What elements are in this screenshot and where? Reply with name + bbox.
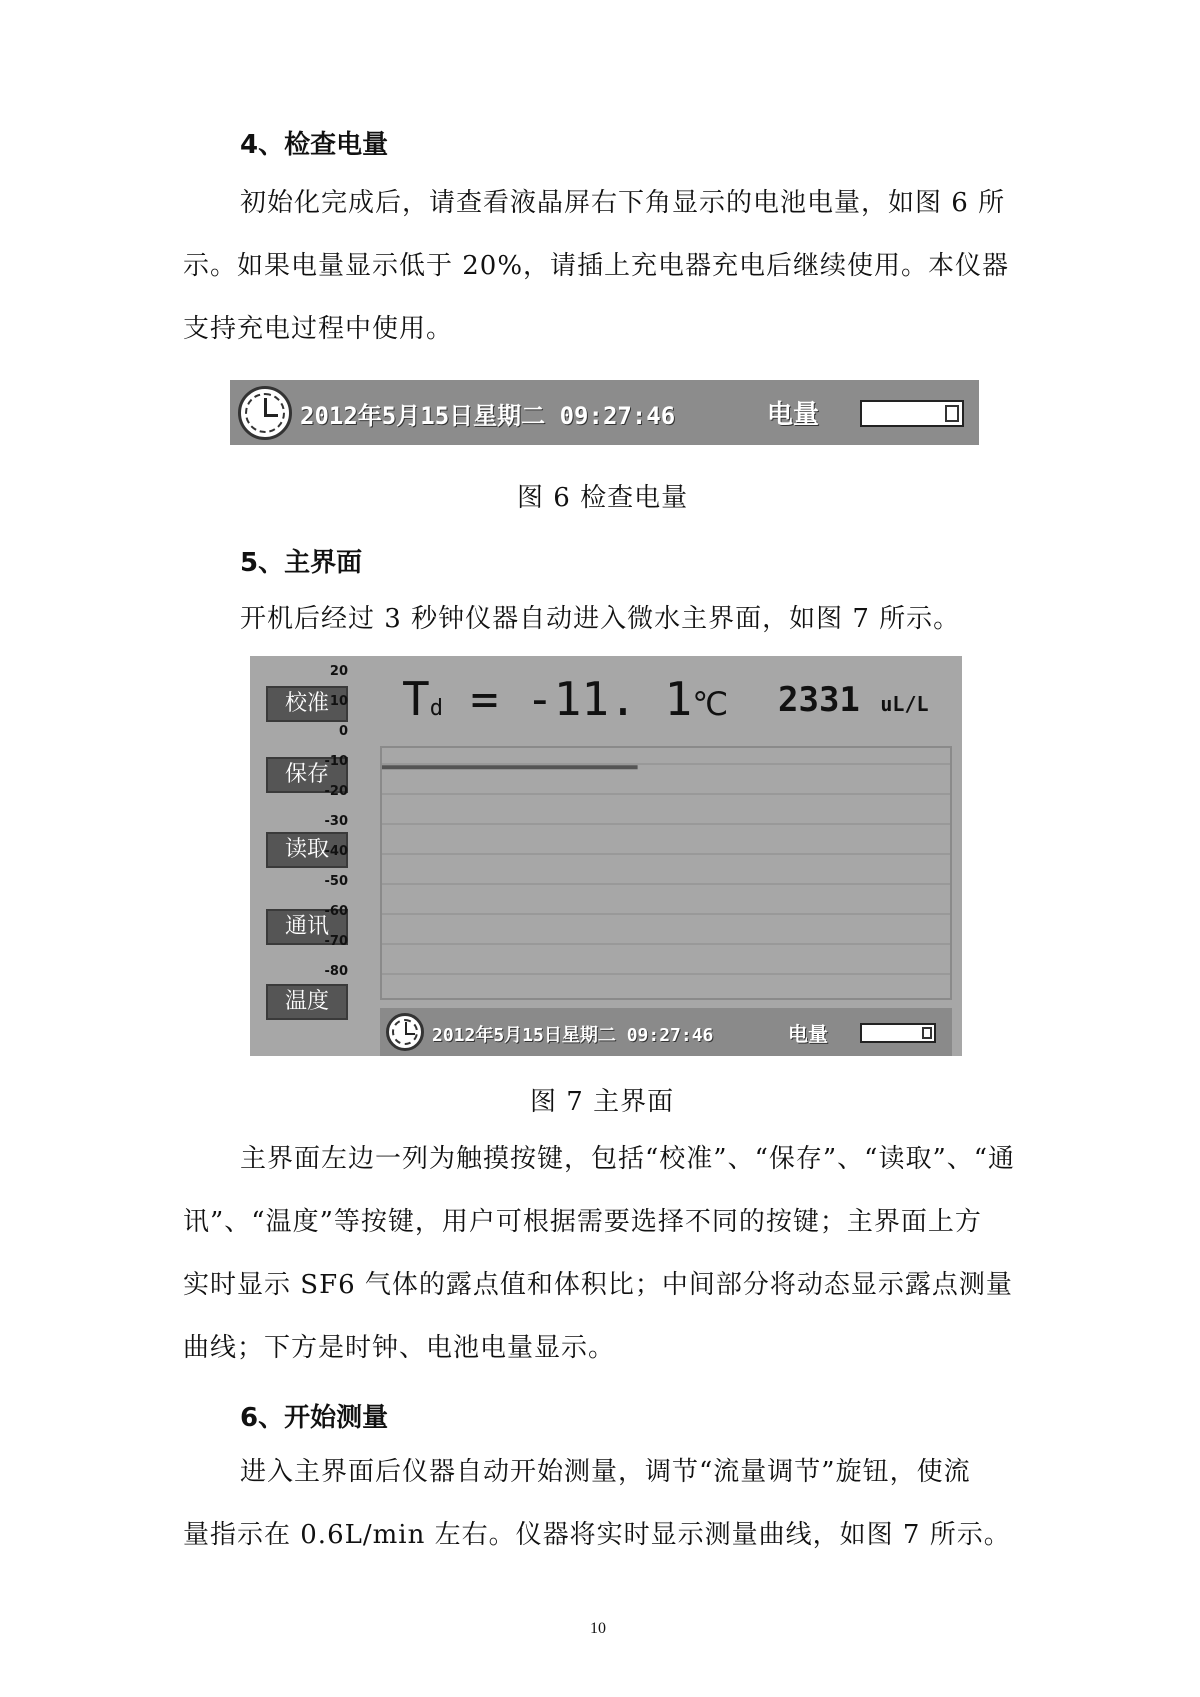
y-tick-label: -10 (324, 754, 348, 769)
read-button[interactable]: 读取 (266, 832, 348, 868)
td-symbol: T (402, 672, 430, 726)
section-4-paragraph (183, 172, 1043, 361)
calibrate-button[interactable]: 校准 (266, 686, 348, 722)
paragraph-line: 讯”、“温度”等按键，用户可根据需要选择不同的按键；主界面上方 (183, 1207, 982, 1237)
y-tick-label: 20 (329, 664, 348, 679)
paragraph-line: 支持充电过程中使用。 (183, 314, 454, 344)
screen-status-bar (380, 1008, 952, 1056)
y-tick-label: -20 (324, 784, 348, 799)
ppm-value: 2331 (778, 680, 860, 720)
battery-indicator (860, 1023, 936, 1043)
paragraph-line: 示。如果电量显示低于 20%，请插上充电器充电后继续使用。本仪器 (183, 251, 1010, 281)
y-tick-label: -40 (324, 844, 348, 859)
section-6-heading: 6、开始测量 (240, 1403, 389, 1433)
td-unit: ℃ (692, 685, 729, 723)
td-subscript: d (429, 696, 443, 721)
figure-6-status-bar (230, 380, 979, 445)
y-tick-label: -80 (324, 964, 348, 979)
page-number: 10 (590, 1620, 606, 1637)
y-tick-label: 10 (329, 694, 348, 709)
main-screen-description (183, 1128, 1043, 1380)
figure-7-caption: 图 7 主界面 (530, 1087, 675, 1117)
paragraph-line: 开机后经过 3 秒钟仪器自动进入微水主界面，如图 7 所示。 (240, 604, 961, 634)
clock-icon (238, 386, 292, 440)
status-datetime: 2012年5月15日星期二 09:27:46 (432, 1025, 714, 1046)
dew-point-readout (402, 672, 728, 726)
y-tick-label: 0 (338, 724, 348, 739)
volume-ratio-readout (778, 680, 929, 720)
communication-button[interactable]: 通讯 (266, 909, 348, 945)
section-6-paragraph (183, 1441, 1043, 1567)
y-tick-label: -60 (324, 904, 348, 919)
save-button[interactable]: 保存 (266, 757, 348, 793)
temperature-button[interactable]: 温度 (266, 984, 348, 1020)
battery-label: 电量 (788, 1022, 828, 1046)
td-value: = -11. 1 (470, 672, 693, 726)
battery-label: 电量 (767, 400, 820, 430)
y-tick-label: -50 (324, 874, 348, 889)
y-tick-label: -70 (324, 934, 348, 949)
section-4-heading: 4、检查电量 (240, 130, 389, 160)
paragraph-line: 主界面左边一列为触摸按键，包括“校准”、“保存”、“读取”、“通 (240, 1144, 1016, 1174)
status-datetime: 2012年5月15日星期二 09:27:46 (300, 402, 676, 430)
figure-7-main-screen (250, 656, 962, 1056)
section-5-intro (240, 588, 1060, 651)
figure-6-caption: 图 6 检查电量 (517, 483, 689, 513)
battery-indicator (860, 400, 964, 427)
paragraph-line: 初始化完成后，请查看液晶屏右下角显示的电池电量，如图 6 所 (240, 188, 1006, 218)
dew-point-plot (380, 746, 952, 1000)
section-5-heading: 5、主界面 (240, 548, 363, 578)
y-tick-label: -30 (324, 814, 348, 829)
paragraph-line: 量指示在 0.6L/min 左右。仪器将实时显示测量曲线，如图 7 所示。 (183, 1520, 1011, 1550)
dew-point-curve (382, 748, 950, 998)
clock-icon (386, 1013, 424, 1051)
paragraph-line: 实时显示 SF6 气体的露点值和体积比；中间部分将动态显示露点测量 (183, 1270, 1013, 1300)
paragraph-line: 进入主界面后仪器自动开始测量，调节“流量调节”旋钮，使流 (240, 1457, 971, 1487)
ppm-unit: uL/L (880, 692, 929, 716)
paragraph-line: 曲线；下方是时钟、电池电量显示。 (183, 1333, 616, 1363)
